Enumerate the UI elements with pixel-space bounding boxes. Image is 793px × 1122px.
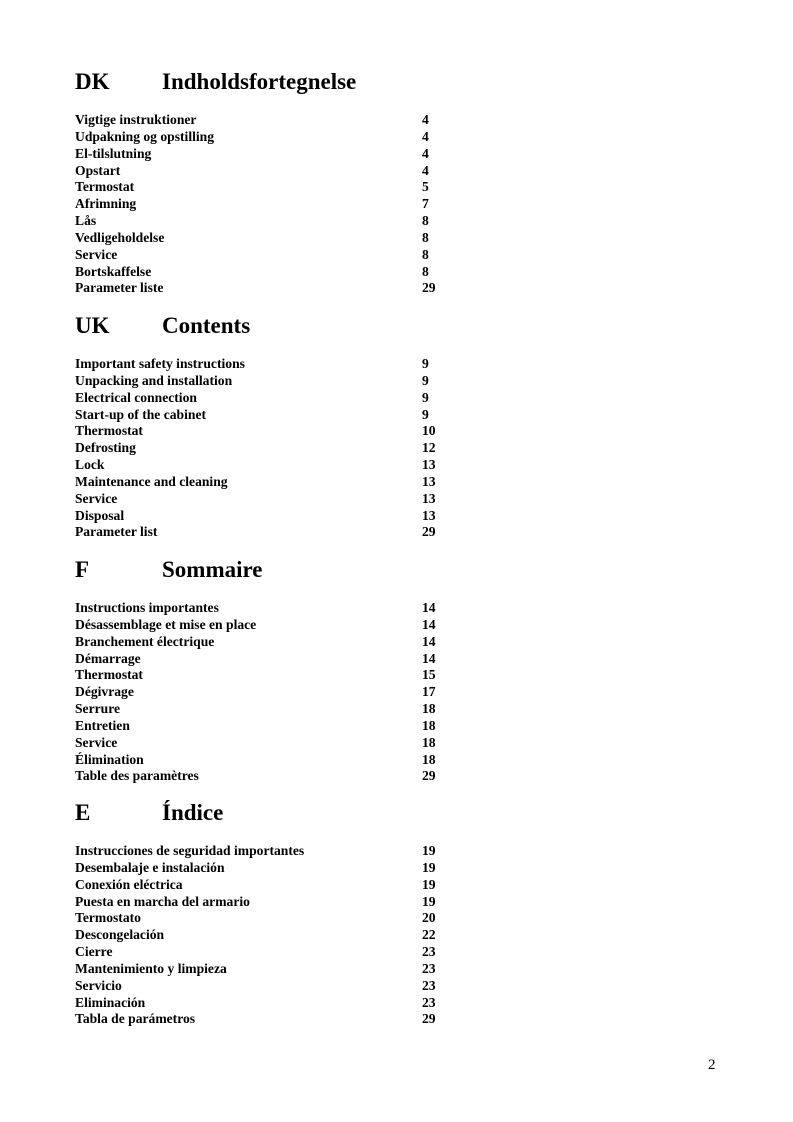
section-heading xyxy=(75,553,475,587)
toc-entry[interactable] xyxy=(75,701,475,718)
toc-entry[interactable] xyxy=(75,280,475,297)
entry-label: Désassemblage et mise en place xyxy=(75,616,257,632)
entry-label: Opstart xyxy=(75,162,121,178)
toc-entry[interactable] xyxy=(75,651,475,668)
toc-entry[interactable] xyxy=(75,179,475,196)
entry-page: 9 xyxy=(422,406,429,422)
toc-entry[interactable] xyxy=(75,617,475,634)
toc-entry[interactable] xyxy=(75,944,475,961)
entry-page: 14 xyxy=(422,600,436,615)
section-title: Indholdsfortegnelse xyxy=(162,69,357,94)
toc-entry[interactable] xyxy=(75,1011,475,1028)
entry-page: 18 xyxy=(422,701,436,717)
section-heading xyxy=(75,65,475,99)
entry-label: Afrimning xyxy=(75,196,137,212)
toc-entry[interactable] xyxy=(75,440,475,457)
toc-entry[interactable] xyxy=(75,356,475,373)
toc-entry[interactable] xyxy=(75,112,475,129)
toc-entry[interactable] xyxy=(75,667,475,684)
toc-entry[interactable] xyxy=(75,474,475,491)
entry-page: 17 xyxy=(422,684,436,700)
toc-entry[interactable] xyxy=(75,213,475,230)
toc-entry[interactable] xyxy=(75,877,475,894)
toc-entry[interactable] xyxy=(75,373,475,390)
toc-entry[interactable] xyxy=(75,423,475,440)
entry-page: 8 xyxy=(422,229,429,245)
toc-entry[interactable] xyxy=(75,995,475,1012)
entry-label: El-tilslutning xyxy=(75,145,152,161)
entry-page: 18 xyxy=(422,734,436,750)
entry-label: Démarrage xyxy=(75,650,141,666)
entry-label: Thermostat xyxy=(75,423,143,439)
entry-page: 9 xyxy=(422,372,429,388)
entry-label: Cierre xyxy=(75,944,113,960)
toc-entry[interactable] xyxy=(75,600,475,617)
toc-entries xyxy=(75,600,475,785)
entry-page: 4 xyxy=(422,128,429,144)
entry-page: 29 xyxy=(422,1011,436,1027)
entry-page: 13 xyxy=(422,490,436,506)
entry-page: 8 xyxy=(422,263,429,279)
entry-label: Lock xyxy=(75,457,105,473)
section-heading xyxy=(75,796,475,830)
toc-entry[interactable] xyxy=(75,196,475,213)
entry-label: Instrucciones de seguridad importantes xyxy=(75,843,305,858)
entry-label: Lås xyxy=(75,213,97,229)
toc-section-uk xyxy=(75,309,475,541)
entry-label: Unpacking and installation xyxy=(75,372,233,388)
entry-label: Servicio xyxy=(75,977,122,993)
entry-page: 9 xyxy=(422,389,429,405)
toc-entry[interactable] xyxy=(75,843,475,860)
entry-page: 18 xyxy=(422,751,436,767)
entry-page: 29 xyxy=(422,280,436,296)
entry-page: 13 xyxy=(422,457,436,473)
entry-label: Eliminación xyxy=(75,994,146,1010)
toc-entry[interactable] xyxy=(75,524,475,541)
entry-page: 22 xyxy=(422,927,436,943)
entry-label: Table des paramètres xyxy=(75,768,199,784)
entry-label: Mantenimiento y limpieza xyxy=(75,960,227,976)
section-heading xyxy=(75,309,475,343)
section-title: Índice xyxy=(162,800,224,825)
language-code: F xyxy=(75,557,90,582)
entry-label: Thermostat xyxy=(75,667,143,683)
toc-entry[interactable] xyxy=(75,508,475,525)
entry-page: 8 xyxy=(422,246,429,262)
entry-label: Instructions importantes xyxy=(75,600,219,615)
entry-label: Important safety instructions xyxy=(75,356,245,371)
toc-entry[interactable] xyxy=(75,407,475,424)
entry-page: 29 xyxy=(422,524,436,540)
toc-entry[interactable] xyxy=(75,491,475,508)
toc-section-e xyxy=(75,796,475,1028)
entry-label: Bortskaffelse xyxy=(75,263,152,279)
page-number: 2 xyxy=(708,1057,716,1073)
entry-page: 7 xyxy=(422,196,429,212)
toc-entry[interactable] xyxy=(75,264,475,281)
toc-entry[interactable] xyxy=(75,146,475,163)
entry-label: Desembalaje e instalación xyxy=(75,859,225,875)
entry-label: Service xyxy=(75,246,118,262)
entry-page: 5 xyxy=(422,179,429,195)
toc-entry[interactable] xyxy=(75,752,475,769)
entry-label: Electrical connection xyxy=(75,389,197,405)
entry-page: 29 xyxy=(422,768,436,784)
entry-label: Service xyxy=(75,490,118,506)
toc-entry[interactable] xyxy=(75,129,475,146)
entry-page: 10 xyxy=(422,423,436,439)
toc-entry[interactable] xyxy=(75,735,475,752)
toc-entries xyxy=(75,112,475,297)
entry-page: 23 xyxy=(422,994,436,1010)
entry-label: Parameter liste xyxy=(75,280,164,296)
entry-label: Dégivrage xyxy=(75,684,134,700)
entry-page: 19 xyxy=(422,843,436,858)
toc-entry[interactable] xyxy=(75,894,475,911)
entry-label: Disposal xyxy=(75,507,125,523)
toc-entry[interactable] xyxy=(75,961,475,978)
entry-page: 4 xyxy=(422,145,429,161)
language-code: UK xyxy=(75,313,110,338)
entry-page: 23 xyxy=(422,944,436,960)
entry-page: 14 xyxy=(422,650,436,666)
entry-label: Maintenance and cleaning xyxy=(75,473,228,489)
entry-label: Branchement électrique xyxy=(75,633,215,649)
toc-entry[interactable] xyxy=(75,927,475,944)
entry-page: 8 xyxy=(422,213,429,229)
entry-label: Vedligeholdelse xyxy=(75,229,165,245)
language-code: DK xyxy=(75,69,110,94)
toc-entry[interactable] xyxy=(75,910,475,927)
entry-label: Serrure xyxy=(75,701,121,717)
entry-page: 18 xyxy=(422,717,436,733)
entry-label: Puesta en marcha del armario xyxy=(75,893,250,909)
entry-page: 19 xyxy=(422,859,436,875)
entry-page: 19 xyxy=(422,893,436,909)
entry-page: 19 xyxy=(422,876,436,892)
section-title: Sommaire xyxy=(162,557,263,582)
entry-label: Termostat xyxy=(75,179,135,195)
entry-label: Termostato xyxy=(75,910,141,926)
entry-label: Entretien xyxy=(75,717,130,733)
entry-page: 23 xyxy=(422,977,436,993)
entry-page: 4 xyxy=(422,162,429,178)
toc-entry[interactable] xyxy=(75,860,475,877)
section-title: Contents xyxy=(162,313,251,338)
toc-entry[interactable] xyxy=(75,230,475,247)
entry-label: Start-up of the cabinet xyxy=(75,406,207,422)
entry-page: 12 xyxy=(422,440,436,456)
toc-section-f xyxy=(75,553,475,785)
entry-page: 15 xyxy=(422,667,436,683)
toc-entries xyxy=(75,843,475,1028)
entry-page: 20 xyxy=(422,910,436,926)
toc-entry[interactable] xyxy=(75,163,475,180)
toc-entry[interactable] xyxy=(75,718,475,735)
toc-section-dk xyxy=(75,65,475,297)
entry-page: 14 xyxy=(422,633,436,649)
toc-entry[interactable] xyxy=(75,634,475,651)
toc-entry[interactable] xyxy=(75,768,475,785)
entry-page: 13 xyxy=(422,507,436,523)
entry-label: Parameter list xyxy=(75,524,158,540)
toc-entry[interactable] xyxy=(75,684,475,701)
entry-label: Tabla de parámetros xyxy=(75,1011,196,1027)
toc-entry[interactable] xyxy=(75,457,475,474)
toc-entry[interactable] xyxy=(75,978,475,995)
toc-entry[interactable] xyxy=(75,247,475,264)
entry-page: 9 xyxy=(422,356,429,371)
entry-label: Conexión eléctrica xyxy=(75,876,183,892)
entry-label: Descongelación xyxy=(75,927,165,943)
entry-label: Service xyxy=(75,734,118,750)
language-code: E xyxy=(75,800,91,825)
toc-entries xyxy=(75,356,475,541)
entry-label: Élimination xyxy=(75,751,144,767)
entry-page: 14 xyxy=(422,616,436,632)
entry-page: 23 xyxy=(422,960,436,976)
entry-label: Vigtige instruktioner xyxy=(75,112,197,127)
entry-page: 13 xyxy=(422,473,436,489)
toc-entry[interactable] xyxy=(75,390,475,407)
entry-page: 4 xyxy=(422,112,429,127)
entry-label: Udpakning og opstilling xyxy=(75,128,215,144)
entry-label: Defrosting xyxy=(75,440,136,456)
